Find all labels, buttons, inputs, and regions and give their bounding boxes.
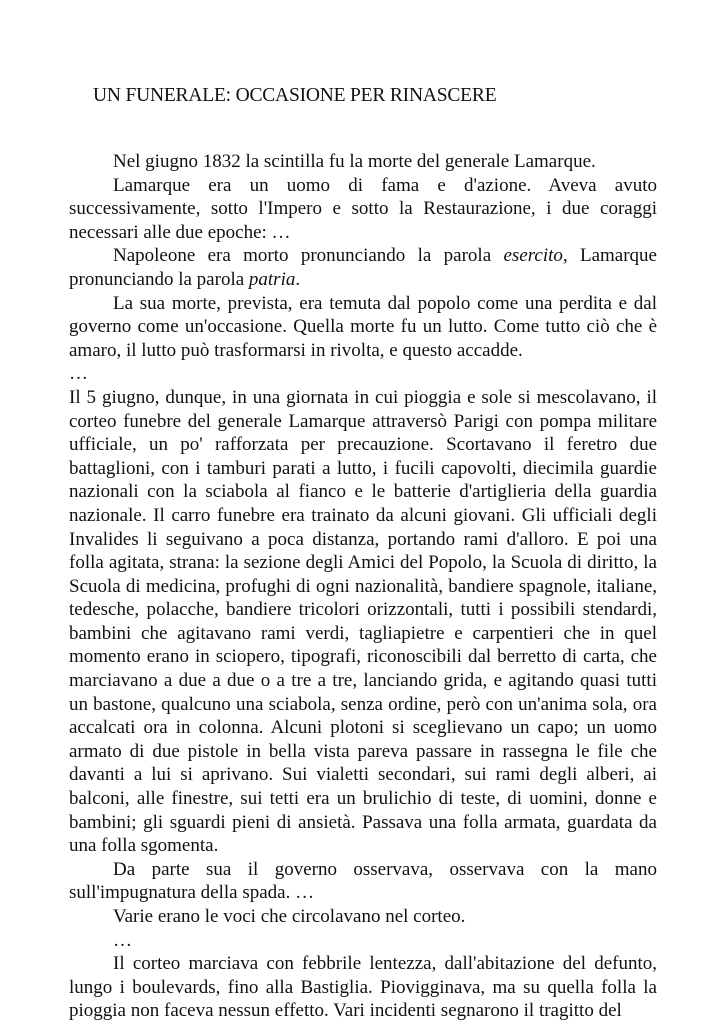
paragraph-text: , Lamarque pronunciando la parola	[69, 245, 657, 290]
paragraph	[69, 292, 657, 363]
paragraph	[69, 858, 657, 905]
paragraph-text: .	[295, 268, 301, 290]
paragraph	[69, 905, 657, 929]
paragraph-text: Da parte sua il governo osservava, osservava con la mano sull'impugnatura della spada. …	[69, 858, 657, 904]
paragraph-text: …	[113, 929, 132, 951]
paragraph	[69, 150, 657, 174]
paragraph	[69, 244, 657, 291]
paragraph-text: Lamarque era un uomo di fama e d'azione. Aveva avuto successivamente, sotto l'Impero e sotto la Restaurazione, i due coraggi necessari alle due epoche: …	[69, 174, 657, 243]
italic-text: esercito	[503, 245, 563, 267]
paragraph	[69, 952, 657, 1023]
italic-text: patria	[248, 268, 296, 290]
paragraph	[69, 174, 657, 245]
paragraph-text: Napoleone era morto pronunciando la parola	[113, 245, 504, 267]
paragraph	[69, 386, 657, 858]
document-title: UN FUNERALE: OCCASIONE PER RINASCERE	[93, 85, 497, 106]
document-body	[69, 150, 657, 1023]
paragraph-text: Nel giugno 1832 la scintilla fu la morte del generale Lamarque.	[113, 151, 596, 172]
paragraph-text: Il corteo marciava con febbrile lentezza, dall'abitazione del defunto, lungo i boulevards, fino alla Bastiglia. Piovigginava, ma su quella folla la pioggia non faceva nessun effetto. Vari incidenti segnarono il tragitto del	[69, 953, 657, 1022]
paragraph	[69, 929, 657, 953]
paragraph-text: Varie erano le voci che circolavano nel corteo.	[113, 906, 466, 927]
paragraph	[69, 362, 657, 386]
paragraph-text: Il 5 giugno, dunque, in una giornata in cui pioggia e sole si mescolavano, il corteo funebre del generale Lamarque attraversò Parigi con pompa militare ufficiale, un po' rafforzata per precauzione. Scortavano il feretro due battaglioni, con i tamburi parati a lutto, i fucili capovolti, diecimila guardie nazionali con la sciabola al fianco e le batterie d'artiglieria della guardia nazionale. Il carro funebre era trainato da alcuni giovani. Gli ufficiali degli Invalides li seguivano a poca distanza, portando rami d'alloro. E poi una folla agitata, strana: la sezione degli Amici del Popolo, la Scuola di diritto, la Scuola di medicina, profughi di ogni nazionalità, bandiere spagnole, italiane, tedesche, polacche, bandiere tricolori orizzontali, tutti i possibili stendardi, bambini che agitavano rami verdi, tagliapietre e carpentieri che in quel momento erano in sciopero, tipografi, riconoscibili dal berretto di carta, che marciavano a due a due o a tre a tre, lanciando grida, e agitando quasi tutti un bastone, qualcuno una sciabola, senza ordine, però con un'anima sola, ora accalcati ora in colonna. Alcuni plotoni si sceglievano un capo; un uomo armato di due pistole in bella vista pareva passare in rassegna le file che davanti a lui si aprivano. Sui vialetti secondari, sui rami degli alberi, ai balconi, alle finestre, sui tetti era un brulichio di teste, di uomini, donne e bambini; gli sguardi pieni di ansietà. Passava una folla armata, guardata da una folla sgomenta.	[69, 386, 657, 857]
paragraph-text: …	[69, 363, 88, 385]
paragraph-text: La sua morte, prevista, era temuta dal popolo come una perdita e dal governo come un'occasione. Quella morte fu un lutto. Come tutto ciò che è amaro, il lutto può trasformarsi in rivolta, e questo accadde.	[69, 292, 657, 361]
